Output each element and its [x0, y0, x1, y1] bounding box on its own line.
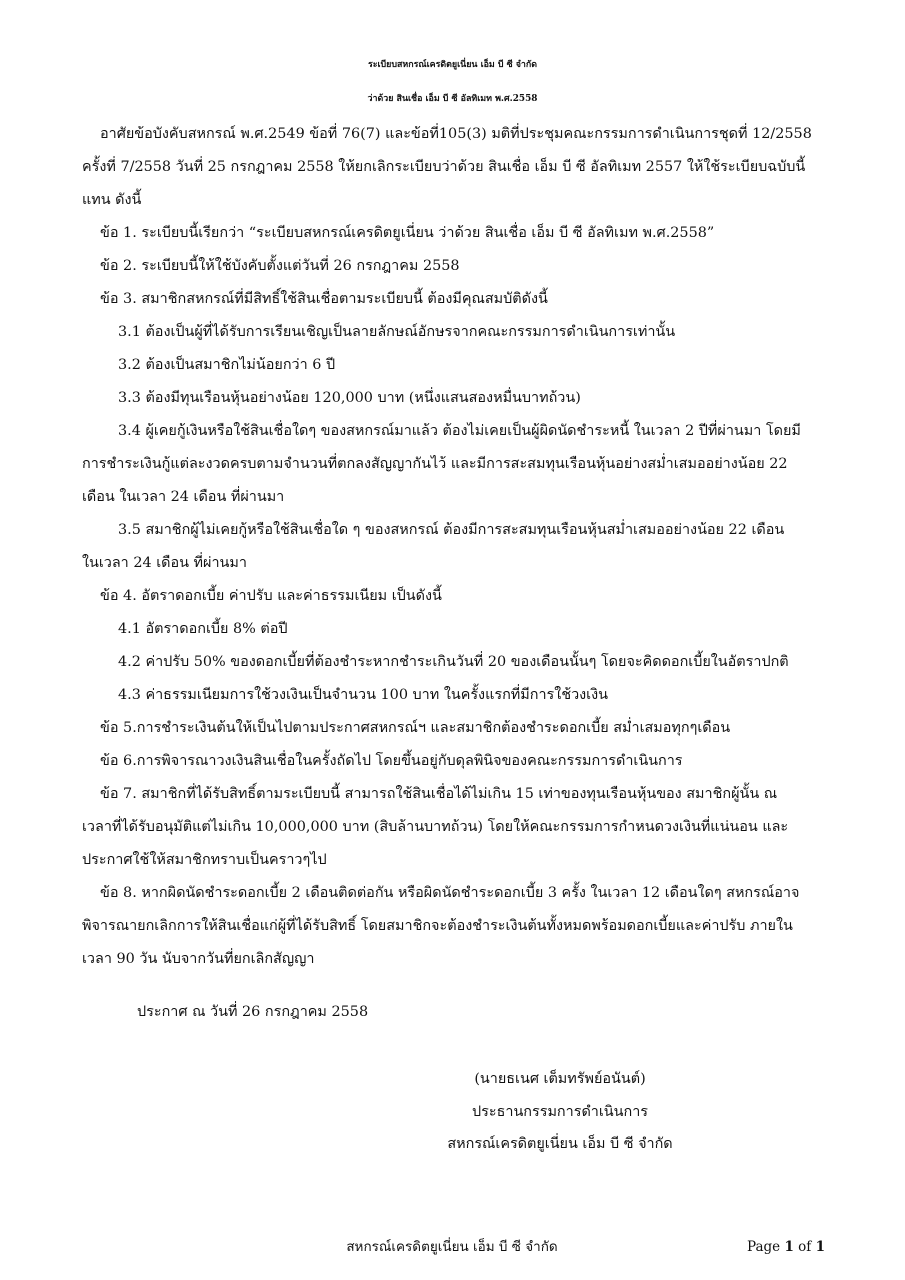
preamble-line-1: อาศัยข้อบังคับสหกรณ์ พ.ศ.2549 ข้อที่ 76(7) และข้อที่105(3) มติที่ประชุมคณะกรรมการดำเนินการชุดที่ 12/2558 [100, 126, 812, 142]
clause-8-line-1: ข้อ 8. หากผิดนัดชำระดอกเบี้ย 2 เดือนติดต่อกัน หรือผิดนัดชำระดอกเบี้ย 3 ครั้ง ในเวลา 12 เดือนใดๆ สหกรณ์อาจ [100, 885, 800, 901]
preamble-line-2: ครั้งที่ 7/2558 วันที่ 25 กรกฎาคม 2558 ให้ยกเลิกระเบียบว่าด้วย สินเชื่อ เอ็ม บี ซี อัลทิเมท 2557 ให้ใช้ระเบียบฉบับนี้ [82, 159, 806, 175]
clause-4-2: 4.2 ค่าปรับ 50% ของดอกเบี้ยที่ต้องชำระหากชำระเกินวันที่ 20 ของเดือนนั้นๆ โดยจะคิดดอกเบี้ยในอัตราปกติ [118, 654, 789, 670]
signatory-position: ประธานกรรมการดำเนินการ [471, 1104, 649, 1120]
clause-3-4-line-3: เดือน ในเวลา 24 เดือน ที่ผ่านมา [82, 489, 285, 505]
clause-3-5-line-2: ในเวลา 24 เดือน ที่ผ่านมา [82, 555, 247, 571]
signatory-organization: สหกรณ์เครดิตยูเนี่ยน เอ็ม บี ซี จำกัด [447, 1136, 673, 1152]
clause-3-2: 3.2 ต้องเป็นสมาชิกไม่น้อยกว่า 6 ปี [118, 357, 336, 373]
clause-7-line-1: ข้อ 7. สมาชิกที่ได้รับสิทธิ์ตามระเบียบนี้ สามารถใช้สินเชื่อได้ไม่เกิน 15 เท่าของทุนเรือนหุ้นของ สมาชิกผู้นั้น ณ [100, 786, 778, 802]
clause-4: ข้อ 4. อัตราดอกเบี้ย ค่าปรับ และค่าธรรมเนียม เป็นดังนี้ [100, 588, 442, 604]
signatory-name: (นายธเนศ เต็มทรัพย์อนันต์) [474, 1071, 646, 1087]
preamble-line-3: แทน ดังนี้ [82, 192, 142, 208]
clause-8-line-3: เวลา 90 วัน นับจากวันที่ยกเลิกสัญญา [82, 951, 315, 967]
clause-2: ข้อ 2. ระเบียบนี้ให้ใช้บังคับตั้งแต่วันที่ 26 กรกฎาคม 2558 [100, 258, 460, 274]
page-current: 1 [784, 1239, 794, 1255]
document-title-line-1: ระเบียบสหกรณ์เครดิตยูเนี่ยน เอ็ม บี ซี จำกัด [367, 60, 538, 70]
clause-3-4-line-1: 3.4 ผู้เคยกู้เงินหรือใช้สินเชื่อใดๆ ของสหกรณ์มาแล้ว ต้องไม่เคยเป็นผู้ผิดนัดชำระหนี้ ในเวลา 2 ปีที่ผ่านมา โดยมี [118, 423, 801, 439]
clause-4-1: 4.1 อัตราดอกเบี้ย 8% ต่อปี [118, 621, 288, 637]
clause-1: ข้อ 1. ระเบียบนี้เรียกว่า “ระเบียบสหกรณ์เครดิตยูเนี่ยน ว่าด้วย สินเชื่อ เอ็ม บี ซี อัลทิเมท พ.ศ.2558” [100, 225, 715, 241]
clause-6: ข้อ 6.การพิจารณาวงเงินสินเชื่อในครั้งถัดไป โดยขึ้นอยู่กับดุลพินิจของคณะกรรมการดำเนินการ [100, 753, 683, 769]
clause-5: ข้อ 5.การชำระเงินต้นให้เป็นไปตามประกาศสหกรณ์ฯ และสมาชิกต้องชำระดอกเบี้ย สม่ำเสมอทุกๆเดือน [100, 720, 731, 736]
clause-7-line-3: ประกาศใช้ให้สมาชิกทราบเป็นคราวๆไป [82, 852, 327, 868]
clause-3-5-line-1: 3.5 สมาชิกผู้ไม่เคยกู้หรือใช้สินเชื่อใด ๆ ของสหกรณ์ ต้องมีการสะสมทุนเรือนหุ้นสม่ำเสมออย่างน้อย 22 เดือน [118, 522, 785, 538]
clause-3-1: 3.1 ต้องเป็นผู้ที่ได้รับการเรียนเชิญเป็นลายลักษณ์อักษรจากคณะกรรมการดำเนินการเท่านั้น [118, 324, 676, 340]
clause-3-3: 3.3 ต้องมีทุนเรือนหุ้นอย่างน้อย 120,000 บาท (หนึ่งแสนสองหมื่นบาทถ้วน) [118, 390, 581, 406]
document-title-line-2: ว่าด้วย สินเชื่อ เอ็ม บี ซี อัลทิเมท พ.ศ.2558 [367, 94, 538, 104]
clause-7-line-2: เวลาที่ได้รับอนุมัติแต่ไม่เกิน 10,000,000 บาท (สิบล้านบาทถ้วน) โดยให้คณะกรรมการกำหนดวงเงินที่แน่นอน และ [82, 819, 789, 835]
page-number [747, 1238, 825, 1256]
page-prefix: Page [747, 1239, 785, 1255]
clause-8-line-2: พิจารณายกเลิกการให้สินเชื่อแก่ผู้ที่ได้รับสิทธิ์ โดยสมาชิกจะต้องชำระเงินต้นทั้งหมดพร้อมดอกเบี้ยและค่าปรับ ภายใน [82, 918, 793, 934]
clause-3-4-line-2: การชำระเงินกู้แต่ละงวดครบตามจำนวนที่ตกลงสัญญากันไว้ และมีการสะสมทุนเรือนหุ้นอย่างสม่ำเสมออย่างน้อย 22 [82, 456, 788, 472]
page-of: of [793, 1239, 816, 1255]
clause-4-3: 4.3 ค่าธรรมเนียมการใช้วงเงินเป็นจำนวน 100 บาท ในครั้งแรกที่มีการใช้วงเงิน [118, 687, 608, 703]
footer-org: สหกรณ์เครดิตยูเนี่ยน เอ็ม บี ซี จำกัด [346, 1239, 558, 1255]
clause-3: ข้อ 3. สมาชิกสหกรณ์ที่มีสิทธิ์ใช้สินเชื่อตามระเบียบนี้ ต้องมีคุณสมบัติดังนี้ [100, 291, 548, 307]
page-total: 1 [815, 1239, 825, 1255]
announcement-date: ประกาศ ณ วันที่ 26 กรกฎาคม 2558 [137, 1004, 369, 1020]
